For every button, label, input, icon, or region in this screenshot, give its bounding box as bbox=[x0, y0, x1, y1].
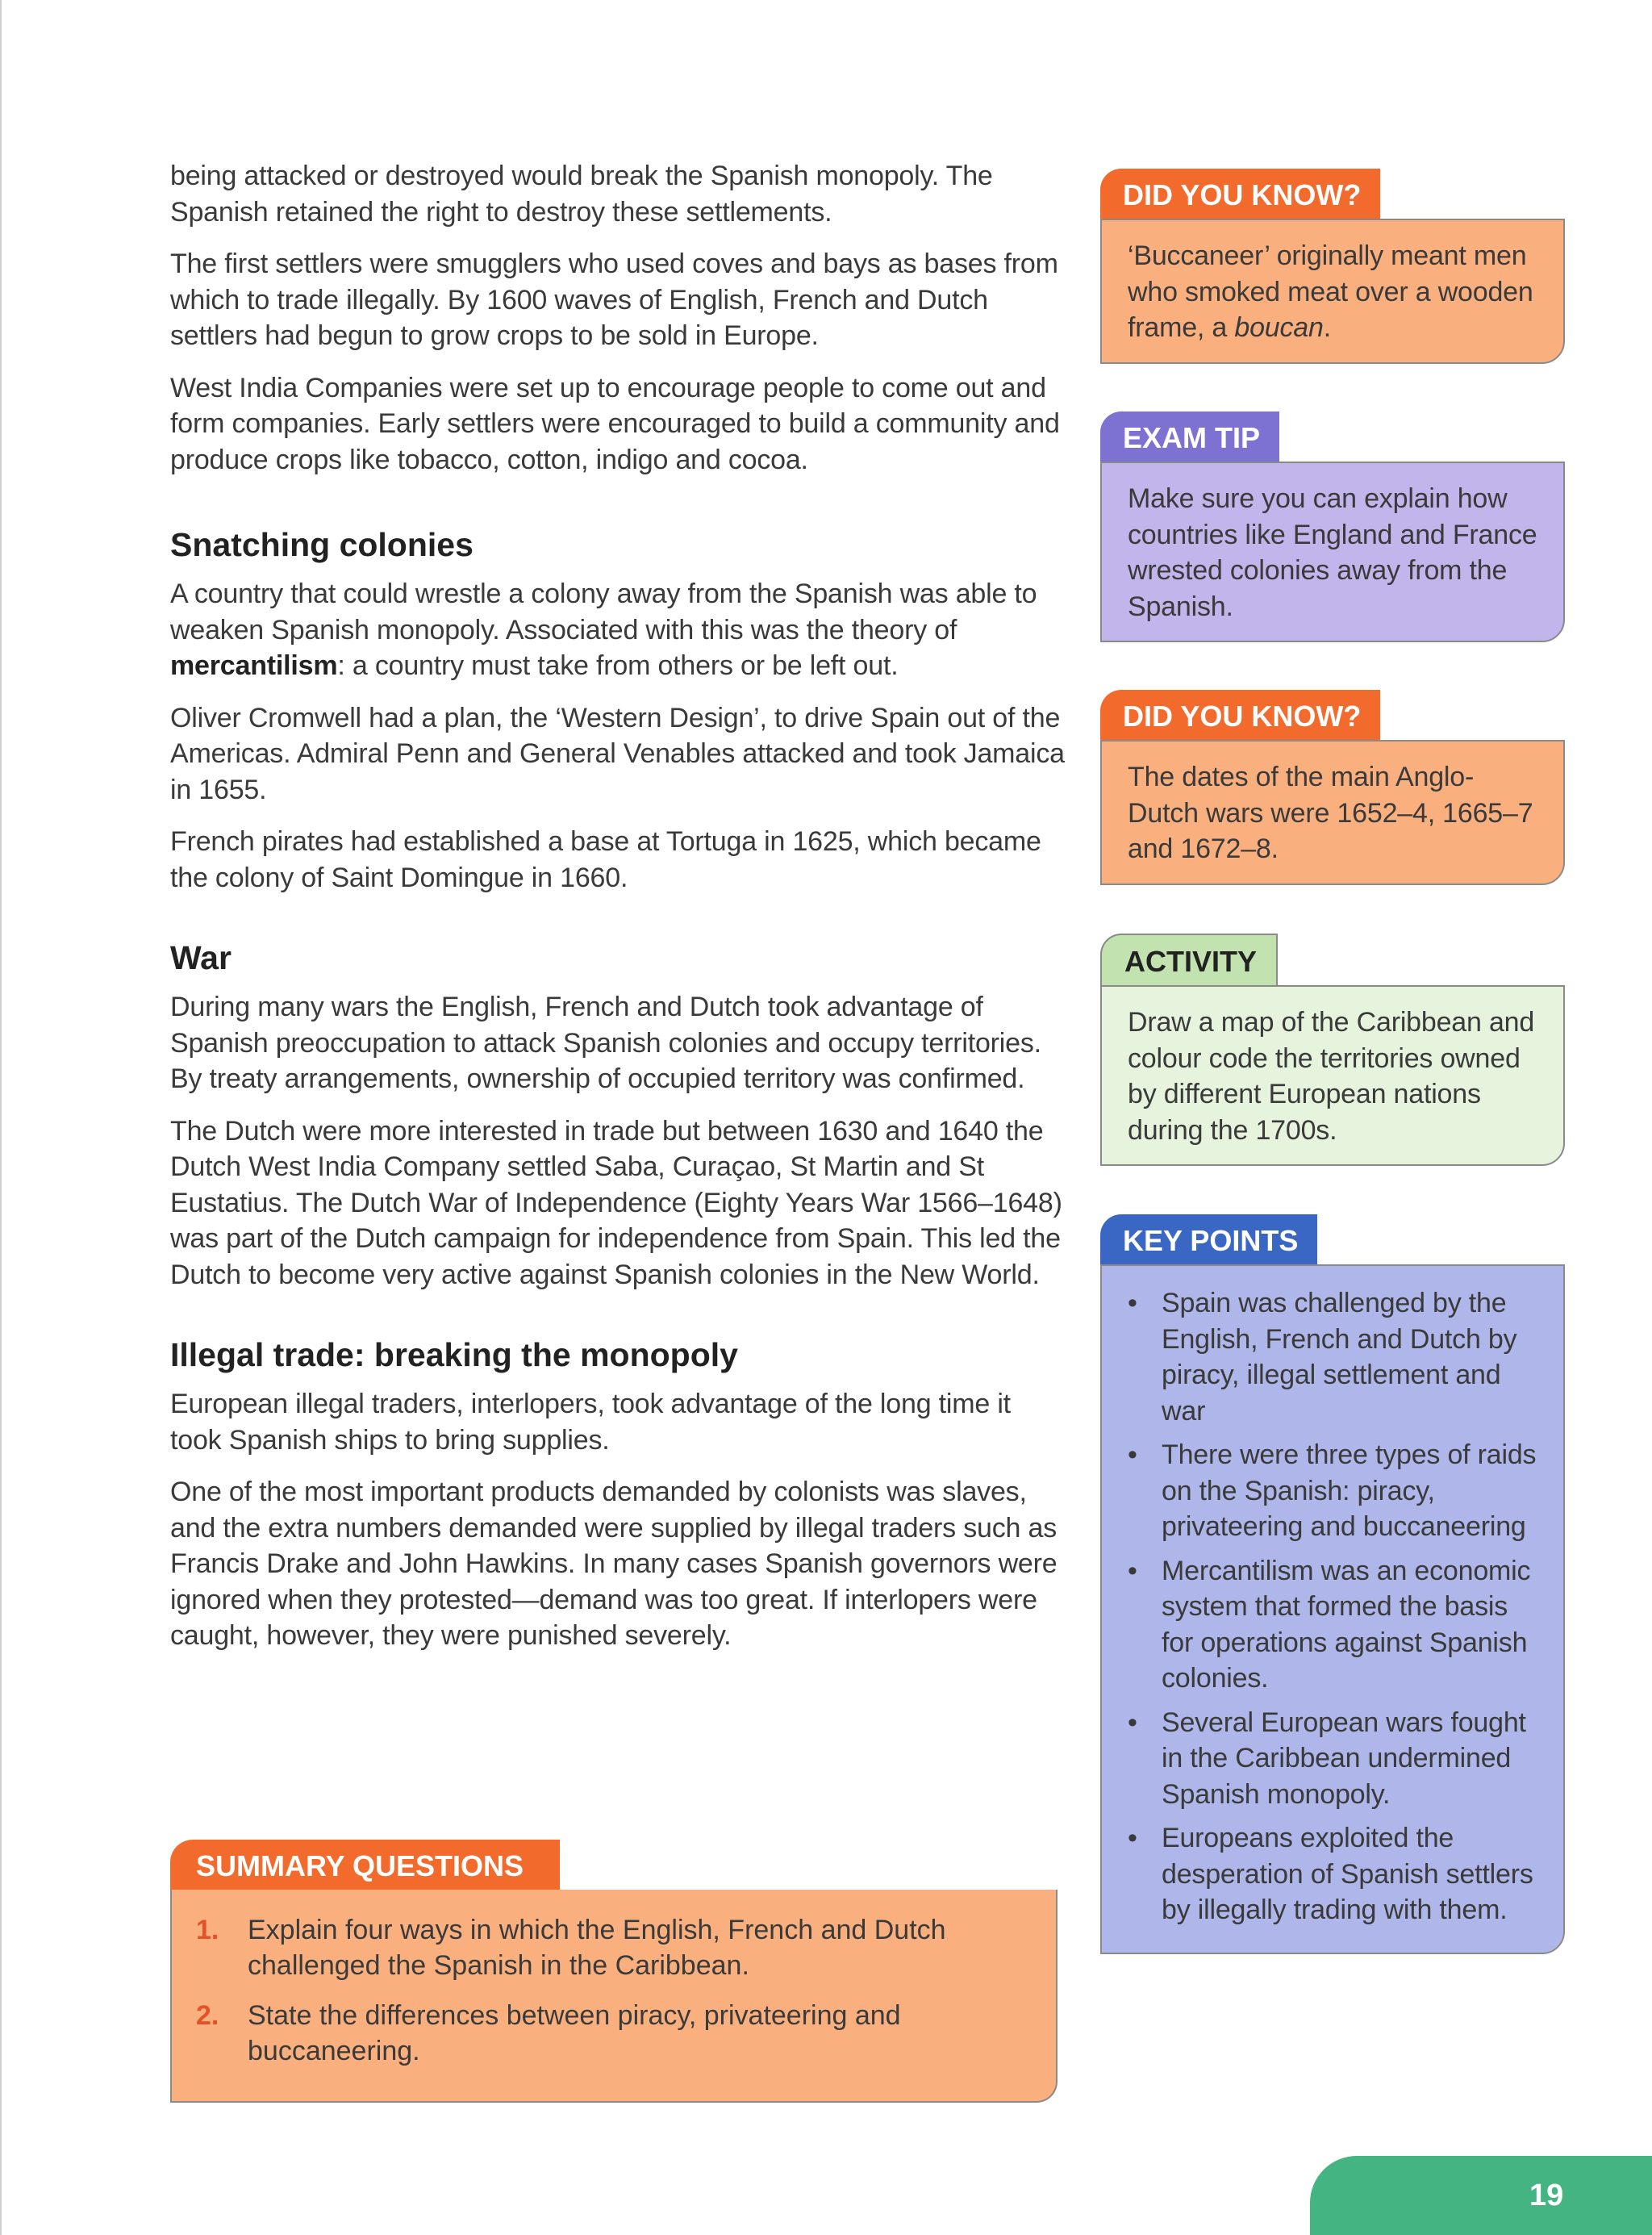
text-run: . bbox=[1323, 312, 1331, 343]
italic-term-boucan: boucan bbox=[1234, 312, 1324, 343]
summary-questions-box bbox=[170, 1840, 1058, 2104]
exam-tip-box bbox=[1100, 411, 1565, 644]
bullet: • bbox=[1128, 1823, 1137, 1853]
text-run: A country that could wrestle a colony away from the Spanish was able to weaken Spanish monopoly. Associated with this was the theory of bbox=[170, 579, 1037, 645]
exam-tip-body: Make sure you can explain how countries like England and France wrested colonies away from the Spanish. bbox=[1100, 462, 1565, 642]
question-number: 1. bbox=[196, 1915, 219, 1945]
page-number: 19 bbox=[1529, 2179, 1564, 2212]
section-heading-illegal-trade: Illegal trade: breaking the monopoly bbox=[170, 1336, 738, 1373]
did-you-know-title: DID YOU KNOW? bbox=[1100, 690, 1380, 742]
exam-tip-title: EXAM TIP bbox=[1100, 411, 1279, 463]
list-item bbox=[1128, 1553, 1544, 1697]
question-text: State the differences between piracy, privateering and buccaneering. bbox=[248, 2000, 901, 2066]
list-item bbox=[1128, 1705, 1544, 1813]
bullet: • bbox=[1128, 1555, 1137, 1586]
page-edge bbox=[0, 0, 2, 2235]
key-points-title: KEY POINTS bbox=[1100, 1214, 1317, 1266]
bullet: • bbox=[1128, 1439, 1137, 1470]
summary-question bbox=[196, 1998, 1007, 2069]
activity-box bbox=[1100, 934, 1565, 1168]
key-points-box bbox=[1100, 1214, 1565, 1956]
list-item bbox=[1128, 1820, 1544, 1928]
key-point-text: Several European wars fought in the Caribbean undermined Spanish monopoly. bbox=[1162, 1707, 1526, 1810]
section-heading-war: War bbox=[170, 939, 232, 976]
summary-question bbox=[196, 1912, 1007, 1983]
main-column bbox=[170, 158, 1067, 1670]
list-item bbox=[1128, 1285, 1544, 1429]
did-you-know-title: DID YOU KNOW? bbox=[1100, 169, 1380, 220]
page-number-tab bbox=[1310, 2156, 1652, 2235]
body-paragraph: French pirates had established a base at Tortuga in 1625, which became the colony of Saint Domingue in 1660. bbox=[170, 826, 1041, 893]
question-text: Explain four ways in which the English, French and Dutch challenged the Spanish in the Caribbean. bbox=[248, 1915, 946, 1981]
question-number: 2. bbox=[196, 2000, 219, 2031]
body-paragraph bbox=[170, 576, 1067, 684]
body-paragraph: being attacked or destroyed would break the Spanish monopoly. The Spanish retained the right to destroy these settlements. bbox=[170, 161, 993, 228]
summary-questions-body bbox=[170, 1890, 1058, 2103]
activity-title: ACTIVITY bbox=[1100, 934, 1278, 987]
section-heading-snatching-colonies: Snatching colonies bbox=[170, 526, 473, 563]
body-paragraph: During many wars the English, French and Dutch took advantage of Spanish preoccupation to attack Spanish colonies and occupy territories. By treaty arrangements, ownership of occupied territory was confirmed. bbox=[170, 992, 1041, 1094]
activity-body: Draw a map of the Caribbean and colour code the territories owned by different European nations during the 1700s. bbox=[1100, 985, 1565, 1166]
key-point-text: There were three types of raids on the Spanish: piracy, privateering and buccaneering bbox=[1162, 1439, 1537, 1542]
summary-questions-title: SUMMARY QUESTIONS bbox=[170, 1840, 560, 1891]
key-point-text: Mercantilism was an economic system that formed the basis for operations against Spanish colonies. bbox=[1162, 1555, 1531, 1694]
body-paragraph: One of the most important products demanded by colonists was slaves, and the extra numbers demanded were supplied by illegal traders such as Francis Drake and John Hawkins. In many cases Spanish governors were ignored when they protested—demand was too great. If interlopers were caught, however, they were punished severely. bbox=[170, 1477, 1058, 1651]
did-you-know-box-2 bbox=[1100, 690, 1565, 887]
text-run: ‘Buccaneer’ originally meant men who smoked meat over a wooden frame, a bbox=[1128, 240, 1533, 343]
did-you-know-body bbox=[1100, 219, 1565, 364]
key-points-list bbox=[1128, 1285, 1544, 1928]
keyword-mercantilism: mercantilism bbox=[170, 650, 338, 681]
body-paragraph: The first settlers were smugglers who used coves and bays as bases from which to trade illegally. By 1600 waves of English, French and Dutch settlers had begun to grow crops to be sold in Europe. bbox=[170, 249, 1058, 351]
key-point-text: Europeans exploited the desperation of Spanish settlers by illegally trading with them. bbox=[1162, 1823, 1533, 1925]
key-points-body bbox=[1100, 1264, 1565, 1954]
body-paragraph: West India Companies were set up to encourage people to come out and form companies. Early settlers were encouraged to build a community and produce crops like tobacco, cotton, indigo and cocoa. bbox=[170, 372, 1060, 475]
body-paragraph: The Dutch were more interested in trade but between 1630 and 1640 the Dutch West India Company settled Saba, Curaçao, St Martin and St Eustatius. The Dutch War of Independence (Eighty Years War 1566–1648) was part of the Dutch campaign for independence from Spain. This led the Dutch to become very active against Spanish colonies in the New World. bbox=[170, 1115, 1062, 1290]
text-run: : a country must take from others or be left out. bbox=[337, 650, 899, 681]
did-you-know-body: The dates of the main Anglo-Dutch wars were 1652–4, 1665–7 and 1672–8. bbox=[1100, 740, 1565, 885]
bullet: • bbox=[1128, 1707, 1137, 1738]
bullet: • bbox=[1128, 1288, 1137, 1318]
body-paragraph: Oliver Cromwell had a plan, the ‘Western Design’, to drive Spain out of the Americas. Admiral Penn and General Venables attacked and took Jamaica in 1655. bbox=[170, 702, 1065, 805]
body-paragraph: European illegal traders, interlopers, took advantage of the long time it took Spanish ships to bring supplies. bbox=[170, 1389, 1011, 1456]
did-you-know-box-1 bbox=[1100, 169, 1565, 366]
list-item bbox=[1128, 1437, 1544, 1545]
key-point-text: Spain was challenged by the English, French and Dutch by piracy, illegal settlement and war bbox=[1162, 1288, 1517, 1427]
